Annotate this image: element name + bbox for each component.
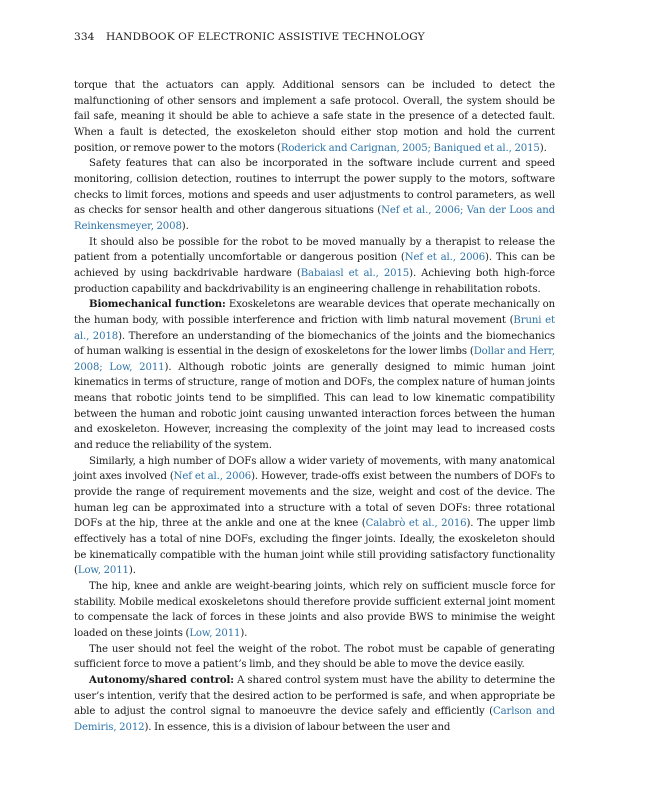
paragraph [74, 579, 555, 642]
running-title: HANDBOOK OF ELECTRONIC ASSISTIVE TECHNOLOGY [106, 31, 425, 43]
citation-link[interactable]: Carlson and Demiris, 2012 [74, 706, 555, 733]
body-text [74, 78, 555, 736]
text-run: ). The upper limb effectively has a total of nine DOFs, excluding the finger joints. Ideally, the exoskeleton should be kinematically compatible with the human joint while still providing satisfactory functionality ( [74, 518, 555, 577]
text-run: Similarly, a high number of DOFs allow a wider variety of movements, with many anatomical joint axes involved ( [74, 455, 555, 483]
text-run: The user should not feel the weight of the robot. The robot must be capable of generating sufficient force to move a patient’s limb, and they should be able to move the device easily. [74, 643, 555, 671]
running-header [74, 31, 425, 43]
text-run: ). [240, 627, 248, 639]
run-in-heading: Biomechanical function: [89, 298, 226, 311]
page-number: 334 [74, 31, 95, 43]
text-run: A shared control system must have the ability to determine the user’s intention, verify that the desired action to be performed is safe, and when appropriate be able to adjust the control signal to manoeuvre the device safely and efficiently ( [74, 674, 555, 718]
text-run: ). Therefore an understanding of the biomechanics of the joints and the biomechanics of human walking is essential in the design of exoskeletons for the lower limbs ( [74, 330, 555, 358]
paragraph [74, 297, 555, 454]
run-in-heading: Autonomy/shared control: [89, 673, 234, 686]
citation-link[interactable]: Nef et al., 2006 [173, 471, 252, 483]
paragraph [74, 454, 555, 579]
citation-link[interactable]: Bruni et al., 2018 [74, 314, 555, 342]
citation-link[interactable]: Nef et al., 2006 [404, 252, 486, 264]
citation-link[interactable]: Low, 2011 [77, 565, 129, 577]
citation-link[interactable]: Calabrò et al., 2016 [365, 518, 467, 530]
paragraph [74, 156, 555, 234]
paragraph [74, 235, 555, 298]
text-run: ). Achieving both high-force production capability and backdrivability is an engineering challenge in rehabilitation robots. [74, 267, 556, 295]
paragraph [74, 78, 555, 156]
text-run: torque that the actuators can apply. Additional sensors can be included to detect the malfunctioning of other sensors and implement a safe protocol. Overall, the system should be fail safe, meaning it should be able to achieve a safe state in the presence of a detected fault. When a fault is detected, the exoskeleton should either stop motion and hold the current position, or remove power to the motors ( [74, 80, 555, 154]
text-run: ). In essence, this is a division of labour between the user and [144, 721, 451, 733]
citation-link[interactable]: Babaiasl et al., 2015 [300, 267, 410, 279]
citation-link[interactable]: Roderick and Carignan, 2005; Baniqued et al., 2015 [280, 142, 540, 154]
text-run: ). Although robotic joints are generally designed to mimic human joint kinematics in terms of structure, range of motion and DOFs, the complex nature of human joints means that robotic joints tend to be simplified. This can lead to low kinematic compatibility between the human and robotic joint causing unwanted interaction forces between the human and exoskeleton. However, increasing the complexity of the joint may lead to increased costs and reduce the reliability of the system. [74, 361, 555, 452]
paragraph [74, 673, 555, 736]
paragraph [74, 642, 555, 673]
text-run: ). [181, 220, 189, 232]
text-run: ). However, trade-offs exist between the numbers of DOFs to provide the range of requirement movements and the size, weight and cost of the device. The human leg can be approximated into a structure with a total of seven DOFs: three rotational DOFs at the hip, three at the ankle and one at the knee ( [74, 471, 555, 530]
text-run: It should also be possible for the robot to be moved manually by a therapist to release the patient from a potentially uncomfortable or dangerous position ( [74, 236, 555, 264]
citation-link[interactable]: Low, 2011 [189, 627, 241, 639]
text-run: ). This can be achieved by using backdrivable hardware ( [74, 252, 555, 279]
text-run: Safety features that can also be incorporated in the software include current and speed monitoring, collision detection, routines to interrupt the power supply to the motors, software checks to limit forces, motions and speeds and user adjustments to control parameters, as well as checks for sensor health and other dangerous situations ( [74, 158, 555, 217]
citation-link[interactable]: Nef et al., 2006; Van der Loos and Reinkensmeyer, 2008 [74, 205, 555, 232]
text-run: Exoskeletons are wearable devices that operate mechanically on the human body, with possible interference and friction with limb natural movement ( [74, 299, 555, 326]
text-run: The hip, knee and ankle are weight-bearing joints, which rely on sufficient muscle force for stability. Mobile medical exoskeletons should therefore provide sufficient external joint moment to compensate the lack of forces in these joints and also provide BWS to minimise the weight loaded on these joints ( [74, 581, 555, 639]
text-run: ). [128, 565, 136, 577]
text-run: ). [539, 142, 547, 154]
citation-link[interactable]: Dollar and Herr, 2008; Low, 2011 [74, 346, 555, 373]
